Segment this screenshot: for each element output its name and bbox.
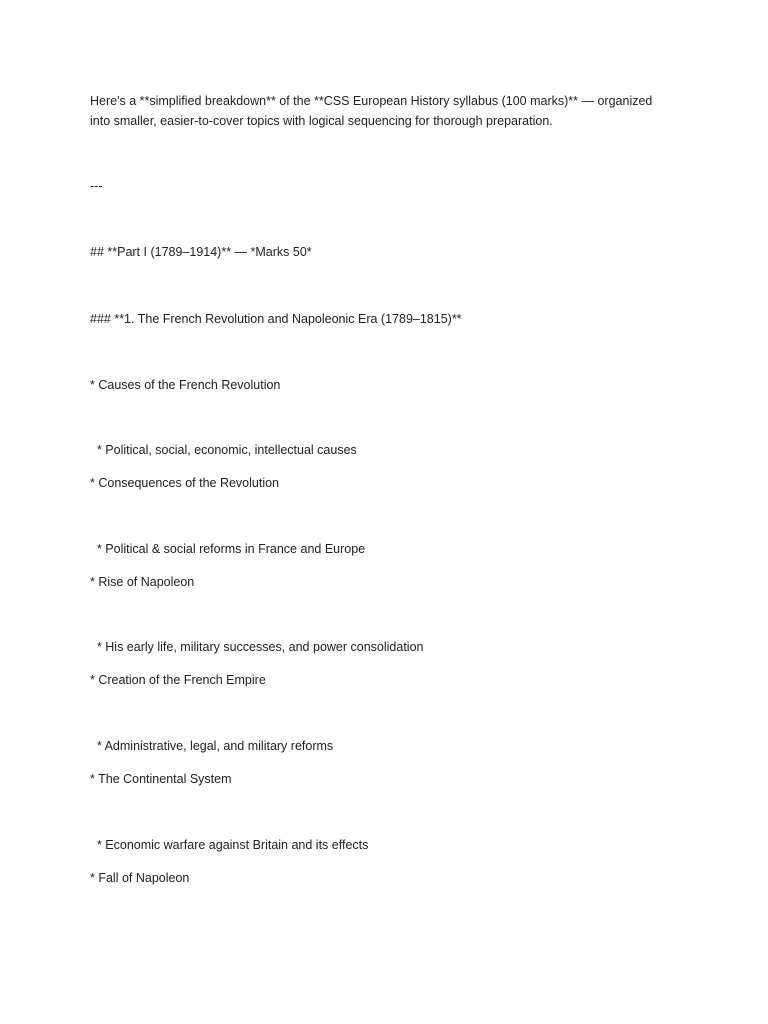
list-item-rise-of-napoleon: * Rise of Napoleon (90, 575, 195, 589)
intro-text-line-2: into smaller, easier-to-cover topics with logical sequencing for thorough preparation. (90, 114, 553, 128)
horizontal-rule-marker: --- (90, 179, 103, 193)
part-heading: ## **Part I (1789–1914)** — *Marks 50* (90, 245, 312, 259)
list-item-french-empire: * Creation of the French Empire (90, 673, 266, 687)
intro-text-line-1: Here's a **simplified breakdown** of the **CSS European History syllabus (100 marks)** — organized (90, 94, 653, 108)
sub-list-item-rise-detail: * His early life, military successes, and power consolidation (90, 640, 424, 654)
sub-list-item-continental-detail: * Economic warfare against Britain and its effects (90, 838, 369, 852)
list-item-causes: * Causes of the French Revolution (90, 378, 281, 392)
section-heading: ### **1. The French Revolution and Napoleonic Era (1789–1815)** (90, 312, 462, 326)
list-item-continental-system: * The Continental System (90, 772, 232, 786)
sub-list-item-consequences-detail: * Political & social reforms in France and Europe (90, 542, 366, 556)
list-item-consequences: * Consequences of the Revolution (90, 476, 280, 490)
list-item-fall-of-napoleon: * Fall of Napoleon (90, 871, 190, 885)
sub-list-item-causes-detail: * Political, social, economic, intellectual causes (90, 443, 357, 457)
sub-list-item-empire-detail: * Administrative, legal, and military reforms (90, 739, 334, 753)
